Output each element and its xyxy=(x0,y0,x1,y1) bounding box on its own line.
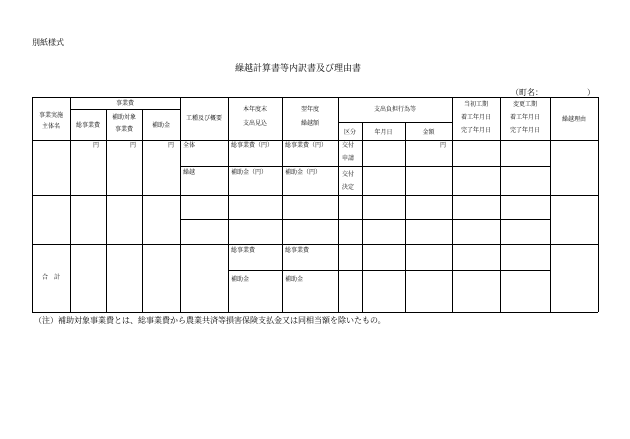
next-year-total-cost: 総事業費（円） xyxy=(285,142,328,149)
header-project-cost: 事業費 xyxy=(115,100,134,107)
sum-total-cost: 総事業費 xyxy=(231,247,256,254)
year-end-subsidy: 補助金（円） xyxy=(231,169,268,176)
document-title: 繰越計算書等内訳書及び理由書 xyxy=(235,64,362,74)
next-year-subsidy: 補助金（円） xyxy=(285,169,322,176)
header-category: 区分 xyxy=(343,129,356,136)
header-expenditure: 支出負担行為等 xyxy=(373,106,416,113)
header-next-year: 翌年度 繰越額 xyxy=(300,106,319,127)
form-id: 別紙様式 xyxy=(32,38,64,47)
header-subsidized-cost: 補助対象 事業費 xyxy=(111,114,136,133)
header-subsidy: 補助金 xyxy=(151,122,170,129)
sum-next-total-cost: 総事業費 xyxy=(285,247,310,254)
header-initial-period: 当初工期 着工年月日 完了年月日 xyxy=(460,101,491,134)
header-changed-period: 変更工期 着工年月日 完了年月日 xyxy=(509,101,540,134)
overall-label: 全体 xyxy=(183,142,196,149)
town-name-label: （町名： ） xyxy=(511,88,595,97)
carryover-label: 繰越 xyxy=(183,169,196,176)
year-end-total-cost: 総事業費（円） xyxy=(231,142,274,149)
sum-next-subsidy: 補助金 xyxy=(285,276,304,283)
yen-amount: 円 xyxy=(440,142,447,149)
sum-subsidy: 補助金 xyxy=(231,276,250,283)
footnote: （注）補助対象事業費とは、総事業費から農業共済等損害保険支払金又は同相当額を除いたもの。 xyxy=(34,316,386,325)
header-work-type: 工種及び概要 xyxy=(185,115,222,122)
header-reason: 繰越理由 xyxy=(561,116,586,123)
header-project-area: 事業実施 主体名 xyxy=(38,112,63,130)
yen-total-cost: 円 xyxy=(93,142,100,149)
header-year-end: 本年度末 支出見込 xyxy=(242,106,267,127)
delivery-decision: 交付 決定 xyxy=(342,171,355,191)
yen-subsidized-cost: 円 xyxy=(130,142,137,149)
header-total-cost: 総事業費 xyxy=(75,122,100,129)
grand-total-label: 合 計 xyxy=(41,274,60,281)
yen-subsidy: 円 xyxy=(168,142,175,149)
delivery-application: 交付 申請 xyxy=(342,142,355,162)
header-date: 年月日 xyxy=(374,129,393,136)
header-amount: 金額 xyxy=(422,129,435,136)
